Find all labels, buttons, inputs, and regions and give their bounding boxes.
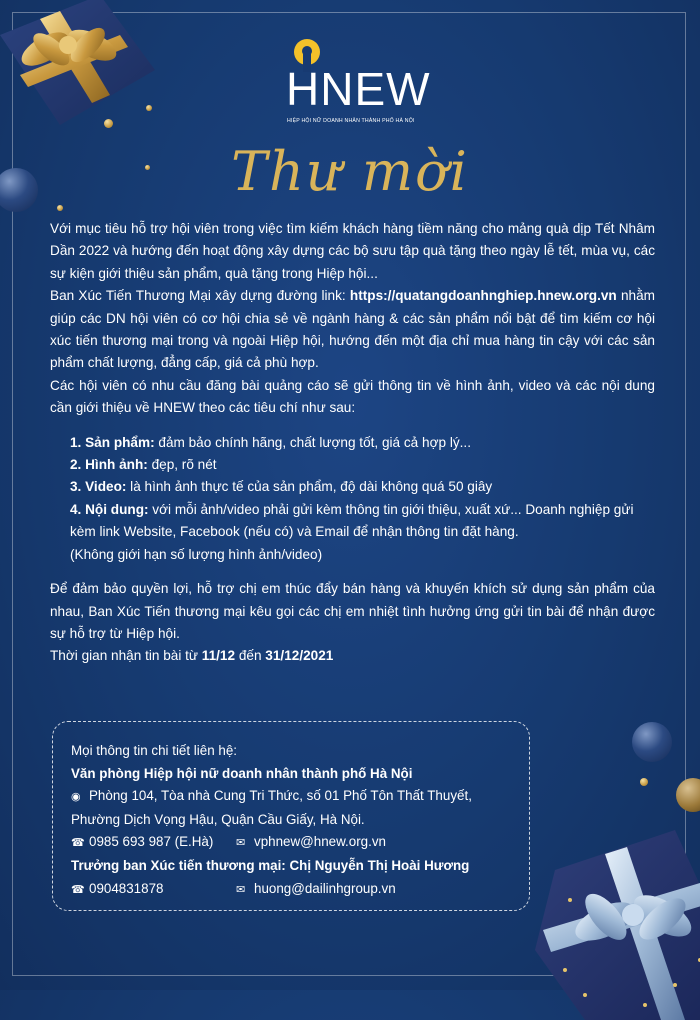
phone-icon: ☎ [71,883,85,896]
logo-subtitle: HIỆP HỘI NỮ DOANH NHÂN THÀNH PHỐ HÀ NỘI [287,118,415,124]
office-email[interactable]: vphnew@hnew.org.vn [254,834,386,850]
website-link[interactable]: https://quatangdoanhnghiep.hnew.org.vn [349,288,617,304]
contact-box [52,721,530,911]
head-contacts [71,878,529,902]
ornament-ball-icon [632,722,672,762]
gold-dot-icon [104,119,113,128]
office-name: Văn phòng Hiệp hội nữ doanh nhân thành phố Hà Nội [71,765,413,781]
head-phone[interactable]: 0904831878 [89,880,164,896]
submission-period: Thời gian nhận tin bài từ 11/12 đến 31/12/2021 [50,648,334,664]
department-head: Trưởng ban Xúc tiến thương mại: Chị Nguyễn Thị Hoài Hương [71,857,470,873]
contact-heading: Mọi thông tin chi tiết liên hệ: [71,743,237,758]
logo-wordmark: HNEW [286,63,431,115]
list-item: 4. Nội dung: với mỗi ảnh/video phải gửi kèm thông tin giới thiệu, xuất xứ... Doanh nghiệp gửi kèm link Website, Facebook (nếu có) và Email để nhận thông tin đặt hàng. [70,501,634,540]
ornament-ball-icon [676,778,700,812]
office-phone[interactable]: 0985 693 987 (E.Hà) [89,834,214,850]
letter-body [50,218,655,668]
intro-paragraph: Với mục tiêu hỗ trợ hội viên trong việc tìm kiếm khách hàng tiềm năng cho mảng quà dịp Tết Nhâm Dần 2022 và hướng đến hoạt động xây dựng các bộ sưu tập quà tặng theo ngày lễ tết, mùa vụ, các sự kiện giới thiệu sản phẩm, quà tặng trong Hiệp hội... [50,221,655,281]
address-line: Phường Dịch Vọng Hậu, Quận Cầu Giấy, Hà Nội. [71,811,365,827]
criteria-list [70,432,655,566]
closing-paragraph: Để đảm bảo quyền lợi, hỗ trợ chị em thúc đẩy bán hàng và khuyến khích sử dụng sản phẩm của nhau, Ban Xúc Tiến thương mại kêu gọi các chị em nhiệt tình hưởng ứng gửi tin bài để nhận được sự hỗ trợ từ Hiệp hội. [50,581,655,641]
address-line: ◉ Phòng 104, Tòa nhà Cung Tri Thức, số 01 Phố Tôn Thất Thuyết, [71,785,529,809]
criteria-intro: Các hội viên có nhu cầu đăng bài quảng cáo sẽ gửi thông tin về hình ảnh, video và các nội dung cần giới thiệu về HNEW theo các tiêu chí như sau: [50,377,655,416]
gift-box-decoration [525,820,700,1020]
head-email[interactable]: huong@dailinhgroup.vn [254,880,396,896]
list-item: 2. Hình ảnh: đẹp, rõ nét [70,457,217,473]
criteria-note: (Không giới hạn số lượng hình ảnh/video) [70,546,323,562]
mail-icon: ✉ [236,883,246,896]
list-item: 3. Video: là hình ảnh thực tế của sản phẩm, độ dài không quá 50 giây [70,479,493,495]
hnew-logo [282,38,432,128]
phone-icon: ☎ [71,837,85,850]
gold-dot-icon [57,205,63,211]
gold-dot-icon [640,778,648,786]
list-item: 1. Sản phẩm: đảm bảo chính hãng, chất lượng tốt, giá cả hợp lý... [70,434,471,450]
mail-icon: ✉ [236,837,246,850]
gold-dot-icon [146,105,152,111]
link-paragraph: Ban Xúc Tiến Thương Mại xây dựng đường link: https://quatangdoanhnghiep.hnew.org.vn nhằm giúp các DN hội viên có cơ hội chia sẻ về ngành hàng & các sản phẩm nổi bật để tìm kiếm cơ hội xúc tiến thương mại trong và ngoài Hiệp hội, hướng đến một địa chỉ mua hàng tin cậy với các sản phẩm chất lượng, đẳng cấp, giá cả phù hợp. [50,288,655,371]
office-contacts [71,831,529,855]
page-title: Thư mời [231,140,469,203]
location-pin-icon: ◉ [71,791,81,804]
gift-box-decoration [0,0,155,150]
